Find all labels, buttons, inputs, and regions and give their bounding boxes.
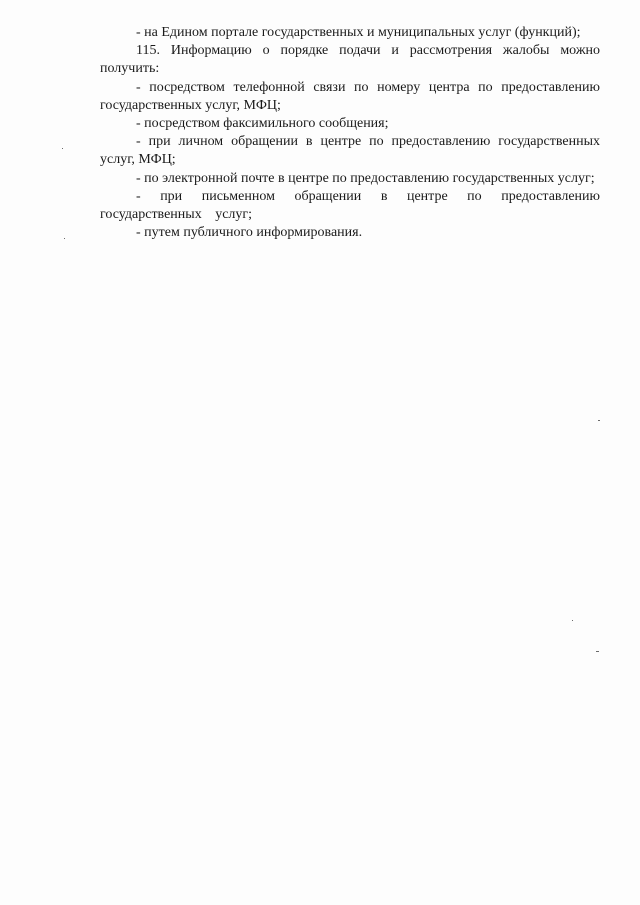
paragraph-phone-item: - посредством телефонной связи по номеру центра по предоставлению государственных услуг, МФЦ;: [100, 79, 600, 113]
paragraph-written-item: - при письменном обращении в центре по предоставлению государственных услуг;: [100, 188, 600, 223]
paragraph-fax-item: - посредством факсимильного сообщения;: [136, 116, 389, 132]
paragraph-115: 115. Информацию о порядке подачи и рассмотрения жалобы можно получить:: [100, 43, 600, 77]
scan-speck: [596, 651, 599, 652]
document-body: [100, 24, 600, 242]
scan-speck: [62, 148, 63, 149]
paragraph-email-item: - по электронной почте в центре по предоставлению государственных услуг;: [136, 170, 595, 186]
scan-speck: [598, 420, 600, 421]
paragraph-personal-item: - при личном обращении в центре по предоставлению государственных услуг, МФЦ;: [100, 134, 600, 168]
paragraph-public-item: - путем публичного информирования.: [136, 225, 363, 241]
paragraph-portal-item: - на Едином портале государственных и муниципальных услуг (функций);: [136, 25, 581, 40]
scan-speck: [64, 238, 65, 239]
scan-speck: [572, 620, 573, 621]
